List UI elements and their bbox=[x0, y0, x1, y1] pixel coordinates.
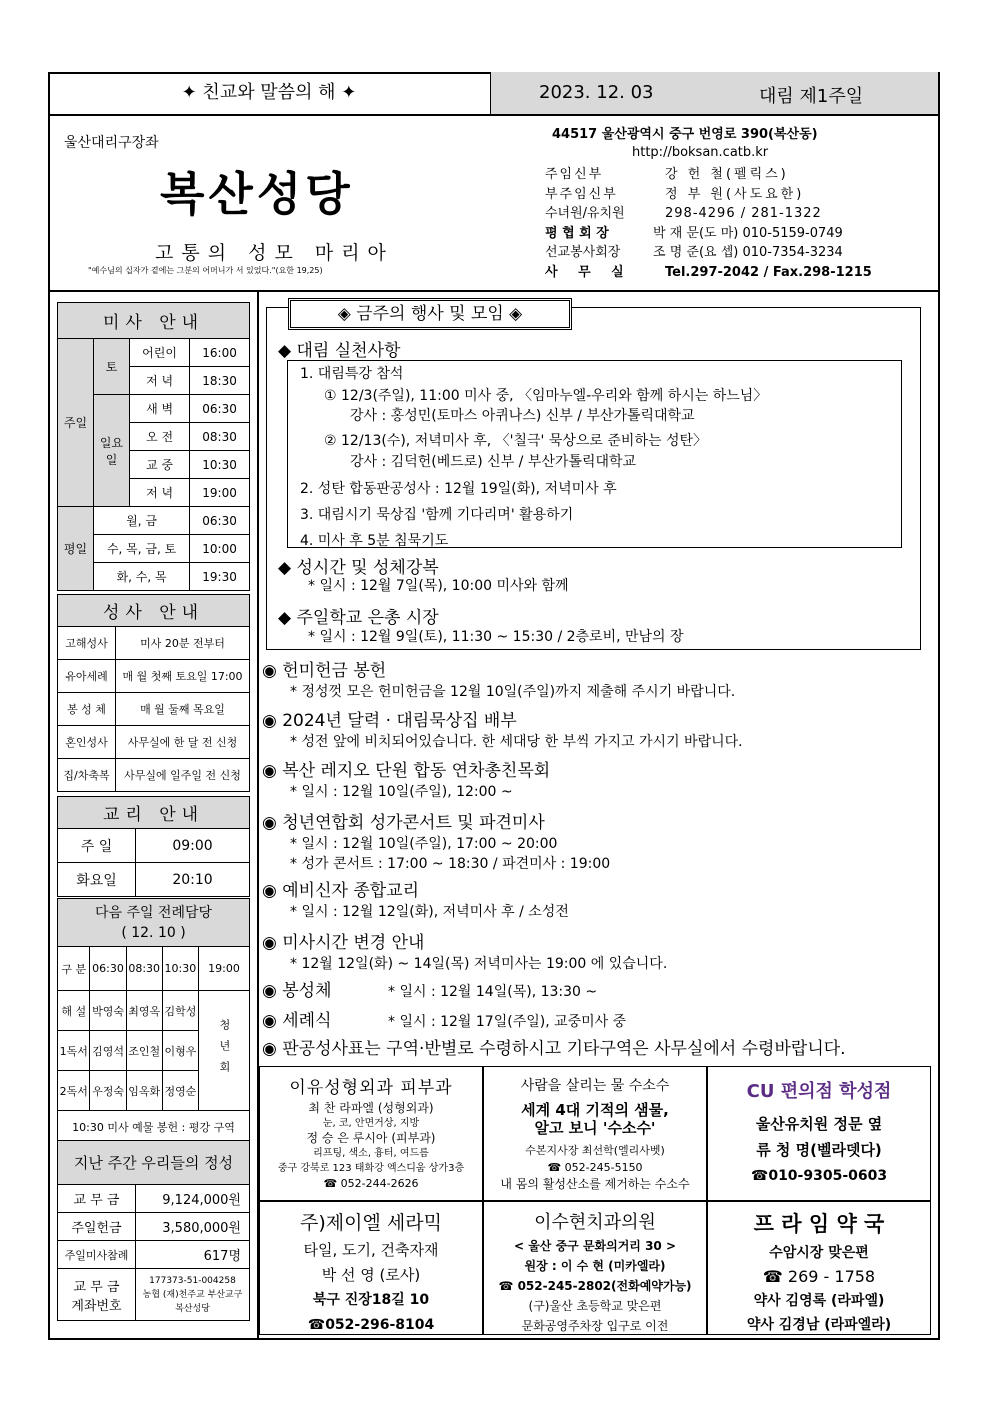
duty-head: 구 분 bbox=[58, 947, 90, 991]
announcement: ◉ 판공성사표는 구역·반별로 수령하시고 기타구역은 사무실에서 수령바랍니다. bbox=[262, 1039, 846, 1059]
mass-kind: 월, 금 bbox=[94, 507, 190, 535]
catechism-table bbox=[57, 796, 250, 897]
mass-kind: 어린이 bbox=[130, 339, 190, 367]
ad-box bbox=[483, 1201, 707, 1335]
mass-title: 미사 안내 bbox=[58, 303, 250, 339]
advent-item: 2. 성탄 합동판공성사 : 12월 19일(화), 저녁미사 후 bbox=[300, 480, 617, 497]
ad-line: 정 승 은 루시아 (피부과) bbox=[306, 1131, 436, 1145]
duty-person: 정영순 bbox=[162, 1071, 198, 1111]
offering-kind: 주일미사참례 bbox=[58, 1241, 136, 1269]
pastor-label: 주임신부 bbox=[545, 167, 604, 182]
ad-line: 울산유치원 정문 옆 bbox=[755, 1115, 883, 1133]
mass-time: 19:00 bbox=[190, 479, 250, 507]
ad-line: 수암시장 맞은편 bbox=[769, 1245, 869, 1261]
banner bbox=[48, 72, 940, 116]
advent-subitem: ① 12/3(주일), 11:00 미사 중, 〈임마누엘-우리와 함께 하시는 하느님〉 bbox=[324, 387, 768, 404]
account-number: 177373-51-004258 bbox=[149, 1275, 236, 1286]
sacrament-value: 사무실에 일주일 전 신청 bbox=[116, 759, 250, 792]
ad-box bbox=[483, 1066, 707, 1201]
mass-schedule-table bbox=[57, 302, 250, 591]
saturday-label: 토 bbox=[94, 339, 130, 395]
mass-kind: 교 중 bbox=[130, 451, 190, 479]
mass-time: 06:30 bbox=[190, 507, 250, 535]
advent-lecturer: 강사 : 홍성민(토마스 아퀴나스) 신부 / 부산가톨릭대학교 bbox=[350, 407, 695, 424]
ad-line: 최 찬 라파엘 (성형외과) bbox=[308, 1101, 434, 1115]
ad-title: CU 편의점 학성점 bbox=[746, 1081, 892, 1102]
sacrament-value: 사무실에 한 달 전 신청 bbox=[116, 726, 250, 759]
mass-kind: 새 벽 bbox=[130, 395, 190, 423]
offering-title: 지난 주간 우리들의 정성 bbox=[58, 1141, 250, 1185]
catechism-day: 주 일 bbox=[58, 829, 136, 863]
duty-head: 08:30 bbox=[126, 947, 162, 991]
sacrament-value: 매 월 둘째 목요일 bbox=[116, 693, 250, 726]
sacrament-title: 성사 안내 bbox=[58, 595, 250, 627]
offering-kind: 교 무 금 bbox=[58, 1185, 136, 1213]
advent-list bbox=[300, 363, 767, 554]
duty-head: 19:00 bbox=[199, 947, 250, 991]
mission-head: 조 명 준(요 셉) 010-7354-3234 bbox=[653, 245, 843, 261]
catechism-time: 09:00 bbox=[136, 829, 250, 863]
pastor-name: 강 헌 철(펠릭스) bbox=[665, 167, 789, 182]
convent-phone: 298-4296 / 281-1322 bbox=[665, 206, 822, 222]
mass-kind: 수, 목, 금, 토 bbox=[94, 535, 190, 563]
sacrament-kind: 집/차축복 bbox=[58, 759, 116, 792]
duty-person: 김영석 bbox=[90, 1031, 126, 1071]
ad-line: 류 청 명(벨라뎃다) bbox=[756, 1141, 882, 1159]
duty-head: 10:30 bbox=[162, 947, 198, 991]
assistant-label: 부주임신부 bbox=[545, 186, 618, 202]
youth-group: 청년회 bbox=[199, 991, 250, 1111]
ad-line: 타일, 도기, 건축자재 bbox=[303, 1241, 439, 1259]
announcements bbox=[262, 656, 932, 1059]
mass-kind: 저 녁 bbox=[130, 479, 190, 507]
duty-person: 김학성 bbox=[162, 991, 198, 1031]
ad-line: 수본지사장 최선학(엘리사벳) bbox=[525, 1144, 665, 1157]
offering-amount: 3,580,000원 bbox=[136, 1213, 250, 1241]
catechism-time: 20:10 bbox=[136, 863, 250, 897]
advent-heading: ◆ 대림 실천사항 bbox=[278, 341, 401, 361]
convent-label: 수녀원/유치원 bbox=[545, 206, 625, 222]
duty-head: 06:30 bbox=[90, 947, 126, 991]
ad-line: 약사 김영록 (라파엘) bbox=[753, 1293, 885, 1309]
ad-line: 알고 보니 '수소수' bbox=[534, 1119, 656, 1137]
advent-subitem: ② 12/13(수), 저녁미사 후, 〈'칠극' 묵상으로 준비하는 성탄〉 bbox=[324, 432, 708, 449]
offering-kind: 주일헌금 bbox=[58, 1213, 136, 1241]
ad-line: 북구 진장18길 10 bbox=[312, 1292, 430, 1308]
account-label: 교 무 금 계좌번호 bbox=[58, 1269, 136, 1321]
ad-box bbox=[707, 1201, 931, 1335]
ad-line: 원장 : 이 수 현 (미카엘라) bbox=[524, 1259, 666, 1273]
advent-item: 3. 대림시기 묵상집 '함께 기다리며' 활용하기 bbox=[300, 506, 574, 523]
ad-box bbox=[259, 1201, 483, 1335]
office-label: 사 무 실 bbox=[545, 264, 632, 280]
ad-line: 리프팅, 색소, 흉터, 여드름 bbox=[313, 1148, 429, 1159]
ad-line: ☎010-9305-0603 bbox=[750, 1168, 888, 1184]
patron-name: 고통의 성모 마리아 bbox=[155, 242, 394, 264]
mass-time: 10:00 bbox=[190, 535, 250, 563]
duty-person: 임옥화 bbox=[126, 1071, 162, 1111]
mass-time: 10:30 bbox=[190, 451, 250, 479]
offering-note: 10:30 미사 예물 봉헌 : 평강 구역 bbox=[58, 1111, 250, 1143]
duty-date: ( 12. 10 ) bbox=[121, 924, 186, 941]
year-motto: ✦ 친교와 말씀의 해 ✦ bbox=[48, 72, 491, 114]
council-label: 평 협 회 장 bbox=[545, 225, 609, 241]
ad-line: 세계 4대 기적의 샘물, bbox=[521, 1101, 669, 1119]
holy-hour-heading: ◆ 성시간 및 성체강복 bbox=[278, 558, 439, 578]
advent-item: 1. 대림특강 참석 bbox=[300, 366, 404, 382]
sunday-day-label: 일요일 bbox=[94, 395, 130, 507]
mass-kind: 오 전 bbox=[130, 423, 190, 451]
holy-hour-detail: * 일시 : 12월 7일(목), 10:00 미사와 함께 bbox=[308, 578, 569, 594]
ad-line: ☎052-296-8104 bbox=[307, 1317, 435, 1333]
offering-amount: 617명 bbox=[136, 1241, 250, 1269]
ad-line: 중구 강북로 123 태화강 엑스디움 상가3층 bbox=[277, 1163, 465, 1174]
diocese-label: 울산대리구장좌 bbox=[64, 135, 159, 151]
ad-title: 이유성형외과 피부과 bbox=[289, 1078, 453, 1098]
announcement: ◉ 청년연합회 성가콘서트 및 파견미사 * 일시 : 12월 10일(주일), 17:00 ~ 20:00 * 성가 콘서트 : 17:00 ~ 18:30 / 파견미사 : 19:00 bbox=[262, 813, 611, 872]
ad-line: ☎ 052-244-2626 bbox=[323, 1177, 419, 1190]
council-head: 박 재 문(도 마) 010-5159-0749 bbox=[653, 225, 843, 241]
duty-role: 2독서 bbox=[58, 1071, 90, 1111]
date-bar bbox=[491, 72, 938, 114]
mission-label: 선교봉사회장 bbox=[545, 245, 621, 261]
sacrament-kind: 봉 성 체 bbox=[58, 693, 116, 726]
ad-line: ☎ 052-245-2802(전화예약가능) bbox=[498, 1279, 692, 1293]
duty-role: 1독서 bbox=[58, 1031, 90, 1071]
advent-item: 4. 미사 후 5분 침묵기도 bbox=[300, 532, 449, 549]
church-address: 44517 울산광역시 중구 번영로 390(복산동) bbox=[552, 127, 818, 142]
mass-kind: 화, 수, 목 bbox=[94, 563, 190, 591]
liturgical-day: 대림 제1주일 bbox=[759, 86, 864, 107]
duty-role: 해 설 bbox=[58, 991, 90, 1031]
ad-title: 프 라 임 약 국 bbox=[753, 1212, 885, 1236]
mass-time: 06:30 bbox=[190, 395, 250, 423]
duty-title: 다음 주일 전례담당 bbox=[94, 904, 213, 921]
bulletin-date: 2023. 12. 03 bbox=[539, 82, 654, 103]
liturgy-duty-table bbox=[57, 898, 250, 1143]
duty-person: 최영옥 bbox=[126, 991, 162, 1031]
announcement: ◉ 예비신자 종합교리 * 일시 : 12월 12일(화), 저녁미사 후 / 소성전 bbox=[262, 881, 569, 920]
announcement: ◉ 미사시간 변경 안내 * 12월 12일(화) ~ 14일(목) 저녁미사는 19:00 에 있습니다. bbox=[262, 933, 668, 972]
ad-line: (구)울산 초등학교 맞은편 bbox=[528, 1299, 662, 1313]
mass-time: 18:30 bbox=[190, 367, 250, 395]
office-phone: Tel.297-2042 / Fax.298-1215 bbox=[665, 264, 872, 280]
catechism-day: 화요일 bbox=[58, 863, 136, 897]
offering-amount: 9,124,000원 bbox=[136, 1185, 250, 1213]
ad-line: < 울산 중구 문화의거리 30 > bbox=[513, 1239, 677, 1253]
announcement: ◉ 헌미헌금 봉헌 * 정성껏 모은 헌미헌금을 12월 10일(주일)까지 제출해 주시기 바랍니다. bbox=[262, 661, 736, 700]
mass-time: 19:30 bbox=[190, 563, 250, 591]
ad-title: 이수현치과의원 bbox=[534, 1212, 656, 1233]
announcement: ◉ 봉성체 * 일시 : 12월 14일(목), 13:30 ~ bbox=[262, 981, 598, 1001]
catechism-title: 교리 안내 bbox=[58, 797, 250, 829]
ad-title: 주)제이엘 세라믹 bbox=[300, 1212, 442, 1234]
mass-kind: 저 녁 bbox=[130, 367, 190, 395]
advent-lecturer: 강사 : 김덕헌(베드로) 신부 / 부산가톨릭대학교 bbox=[350, 453, 637, 470]
sacrament-kind: 고해성사 bbox=[58, 627, 116, 660]
header-divider bbox=[48, 290, 940, 292]
ad-line: 약사 김경남 (라파엘라) bbox=[746, 1317, 892, 1333]
patron-quote: "예수님의 십자가 곁에는 그분의 어머니가 서 있었다."(요한 19,25) bbox=[88, 266, 323, 275]
duty-person: 박영숙 bbox=[90, 991, 126, 1031]
ad-line: 박 선 영 (로사) bbox=[321, 1266, 421, 1284]
sacrament-kind: 혼인성사 bbox=[58, 726, 116, 759]
school-heading: ◆ 주일학교 은총 시장 bbox=[278, 608, 439, 628]
account-holder: 복산성당 bbox=[175, 1303, 210, 1314]
ad-title: 사람을 살리는 물 수소수 bbox=[520, 1078, 670, 1094]
ad-box bbox=[259, 1066, 483, 1201]
announcement: ◉ 복산 레지오 단원 합동 연차총친목회 * 일시 : 12월 10일(주일), 12:00 ~ bbox=[262, 761, 551, 800]
mass-time: 08:30 bbox=[190, 423, 250, 451]
ad-line: ☎ 052-245-5150 bbox=[547, 1161, 643, 1174]
church-url[interactable]: http://boksan.catb.kr bbox=[632, 145, 769, 160]
ad-box bbox=[707, 1066, 931, 1201]
account-bank: 농협 (재)천주교 부산교구 bbox=[142, 1289, 243, 1300]
duty-person: 이형우 bbox=[162, 1031, 198, 1071]
ad-line: 내 몸의 활성산소를 제거하는 수소수 bbox=[500, 1177, 690, 1191]
announcement: ◉ 2024년 달력 · 대림묵상집 배부 * 성전 앞에 비치되어있습니다. 한 세대당 한 부씩 가지고 가시기 바랍니다. bbox=[262, 711, 743, 750]
church-name-logo: 복산성당 bbox=[160, 167, 354, 221]
sacrament-table bbox=[57, 594, 250, 792]
duty-person: 우정숙 bbox=[90, 1071, 126, 1111]
school-detail: * 일시 : 12월 9일(토), 11:30 ~ 15:30 / 2층로비, 만남의 장 bbox=[308, 629, 684, 645]
offering-table bbox=[57, 1140, 250, 1321]
duty-person: 조인철 bbox=[126, 1031, 162, 1071]
sacrament-value: 미사 20분 전부터 bbox=[116, 627, 250, 660]
weekday-label: 평일 bbox=[58, 507, 94, 591]
ad-line: ☎ 269 - 1758 bbox=[762, 1267, 876, 1286]
sacrament-value: 매 월 첫째 토요일 17:00 bbox=[116, 660, 250, 693]
sacrament-kind: 유아세례 bbox=[58, 660, 116, 693]
mass-time: 16:00 bbox=[190, 339, 250, 367]
ad-line: 눈, 코, 안면거상, 지방 bbox=[322, 1118, 420, 1129]
assistant-name: 정 부 원(사도요한) bbox=[665, 186, 805, 202]
sunday-label: 주일 bbox=[58, 339, 94, 507]
staff-directory bbox=[545, 165, 905, 283]
ad-line: 문화공영주차장 입구로 이전 bbox=[521, 1319, 669, 1333]
events-title: ◈ 금주의 행사 및 모임 ◈ bbox=[288, 298, 572, 330]
announcement: ◉ 세례식 * 일시 : 12월 17일(주일), 교중미사 중 bbox=[262, 1011, 627, 1031]
